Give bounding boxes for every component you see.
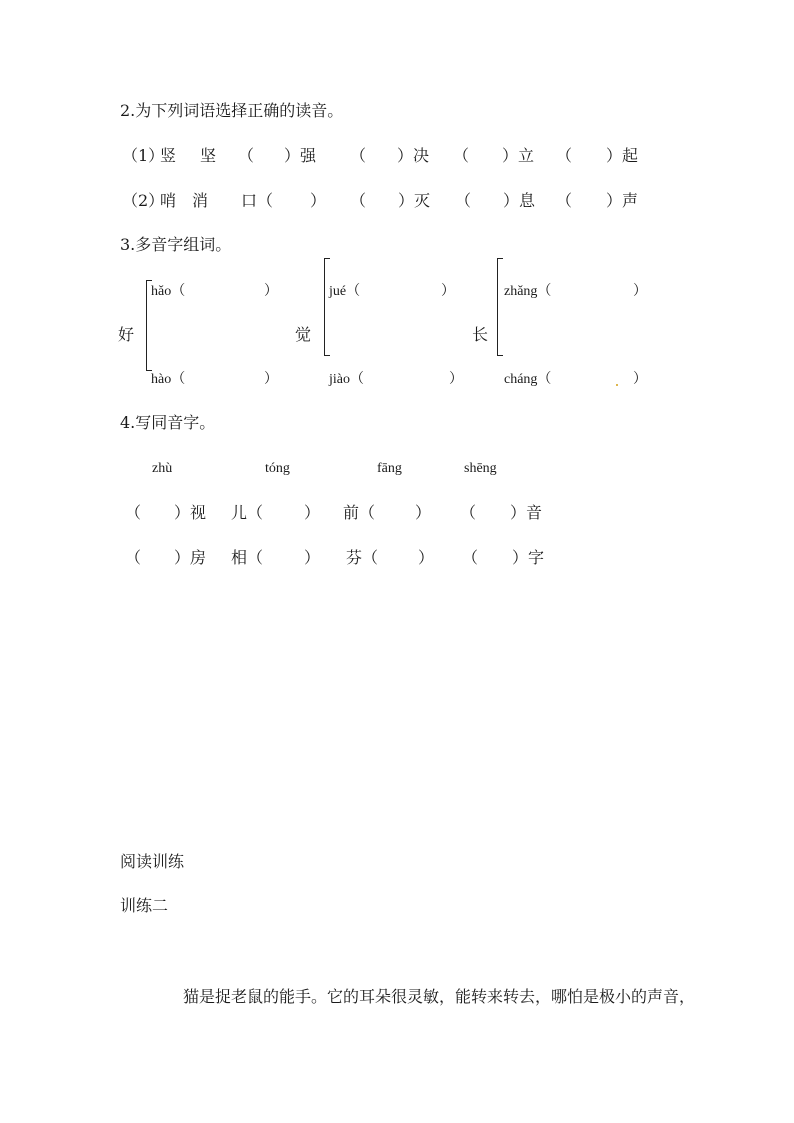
q2-row2-blank-1-open: 口（	[241, 191, 274, 210]
hao-top-reading: hǎo（	[151, 284, 186, 299]
q4-row2-blank-4-close: ）字	[512, 548, 545, 567]
pinyin-tong: tóng	[265, 461, 290, 476]
q2-row2-blank-4-open: （	[556, 191, 573, 210]
hao-bottom-reading: hào（	[151, 372, 186, 387]
q4-row2-blank-3-open: 芬（	[346, 548, 379, 567]
zhang-character: 长	[472, 325, 489, 344]
q2-row1-blank-2-close: ）决	[397, 146, 430, 165]
q4-row1-blank-3-open: 前（	[343, 503, 376, 522]
hao-top-close: ）	[264, 284, 278, 299]
q4-row2-blank-1-open: （	[125, 548, 142, 567]
hao-bottom-close: ）	[264, 372, 278, 387]
q2-row1-char-a: 竖	[160, 146, 177, 165]
q2-row2-blank-3-close: ）息	[503, 191, 536, 210]
q4-row2-blank-3-close: ）	[418, 548, 435, 567]
q2-row2-blank-2-close: ）灭	[398, 191, 431, 210]
zhang-bottom-reading: cháng（	[504, 372, 552, 387]
q4-row1-blank-4-close: ）音	[510, 503, 543, 522]
q2-row1-blank-4-open: （	[556, 146, 573, 165]
q2-row1-blank-1-close: ）强	[284, 146, 317, 165]
q4-row1-blank-4-open: （	[460, 503, 477, 522]
q4-row1-blank-2-open: 儿（	[231, 503, 264, 522]
q2-row2-char-b: 消	[192, 191, 209, 210]
reading-heading: 阅读训练	[120, 852, 185, 871]
q4-row2-blank-1-close: ）房	[174, 548, 207, 567]
q2-row2-blank-2-open: （	[350, 191, 367, 210]
q2-row2-blank-3-open: （	[455, 191, 472, 210]
q2-row2-number: （2）	[122, 191, 165, 210]
q2-row1-blank-1-open: （	[238, 146, 255, 165]
q2-row2-blank-4-close: ）声	[606, 191, 639, 210]
q2-row1-blank-3-close: ）立	[502, 146, 535, 165]
pinyin-fang: fāng	[377, 461, 402, 476]
q4-row2-blank-2-close: ）	[304, 548, 321, 567]
jue-bracket	[324, 258, 330, 356]
jue-bottom-reading: jiào（	[329, 372, 364, 387]
pinyin-zhu: zhù	[152, 461, 173, 476]
q4-row1-blank-1-close: ）视	[174, 503, 207, 522]
zhang-top-close: ）	[633, 284, 647, 299]
question-4-title: 4.写同音字。	[120, 413, 216, 432]
hao-character: 好	[118, 325, 135, 344]
q4-row2-blank-2-open: 相（	[231, 548, 264, 567]
zhang-bracket	[497, 258, 503, 356]
jue-top-close: ）	[441, 284, 455, 299]
jue-bottom-close: ）	[449, 372, 463, 387]
q2-row2-blank-1-close: ）	[310, 191, 327, 210]
q2-row1-char-b: 坚	[200, 146, 217, 165]
question-2-title: 2.为下列词语选择正确的读音。	[120, 101, 344, 120]
zhang-bottom-close: ）	[633, 372, 647, 387]
q2-row1-blank-3-open: （	[453, 146, 470, 165]
q4-row1-blank-3-close: ）	[415, 503, 432, 522]
question-3-title: 3.多音字组词。	[120, 235, 232, 254]
pinyin-sheng: shēng	[464, 461, 497, 476]
reading-paragraph: 猫是捉老鼠的能手。它的耳朵很灵敏，能转来转去，哪怕是极小的声音，	[183, 987, 696, 1006]
q2-row1-blank-4-close: ）起	[606, 146, 639, 165]
q2-row1-number: （1）	[122, 146, 165, 165]
stray-mark	[616, 384, 618, 386]
q2-row1-blank-2-open: （	[350, 146, 367, 165]
jue-character: 觉	[295, 325, 312, 344]
q4-row1-blank-2-close: ）	[304, 503, 321, 522]
reading-subheading: 训练二	[120, 896, 169, 915]
q4-row2-blank-4-open: （	[462, 548, 479, 567]
zhang-top-reading: zhǎng（	[504, 284, 552, 299]
q2-row2-char-a: 哨	[160, 191, 177, 210]
q4-row1-blank-1-open: （	[125, 503, 142, 522]
jue-top-reading: jué（	[329, 284, 361, 299]
